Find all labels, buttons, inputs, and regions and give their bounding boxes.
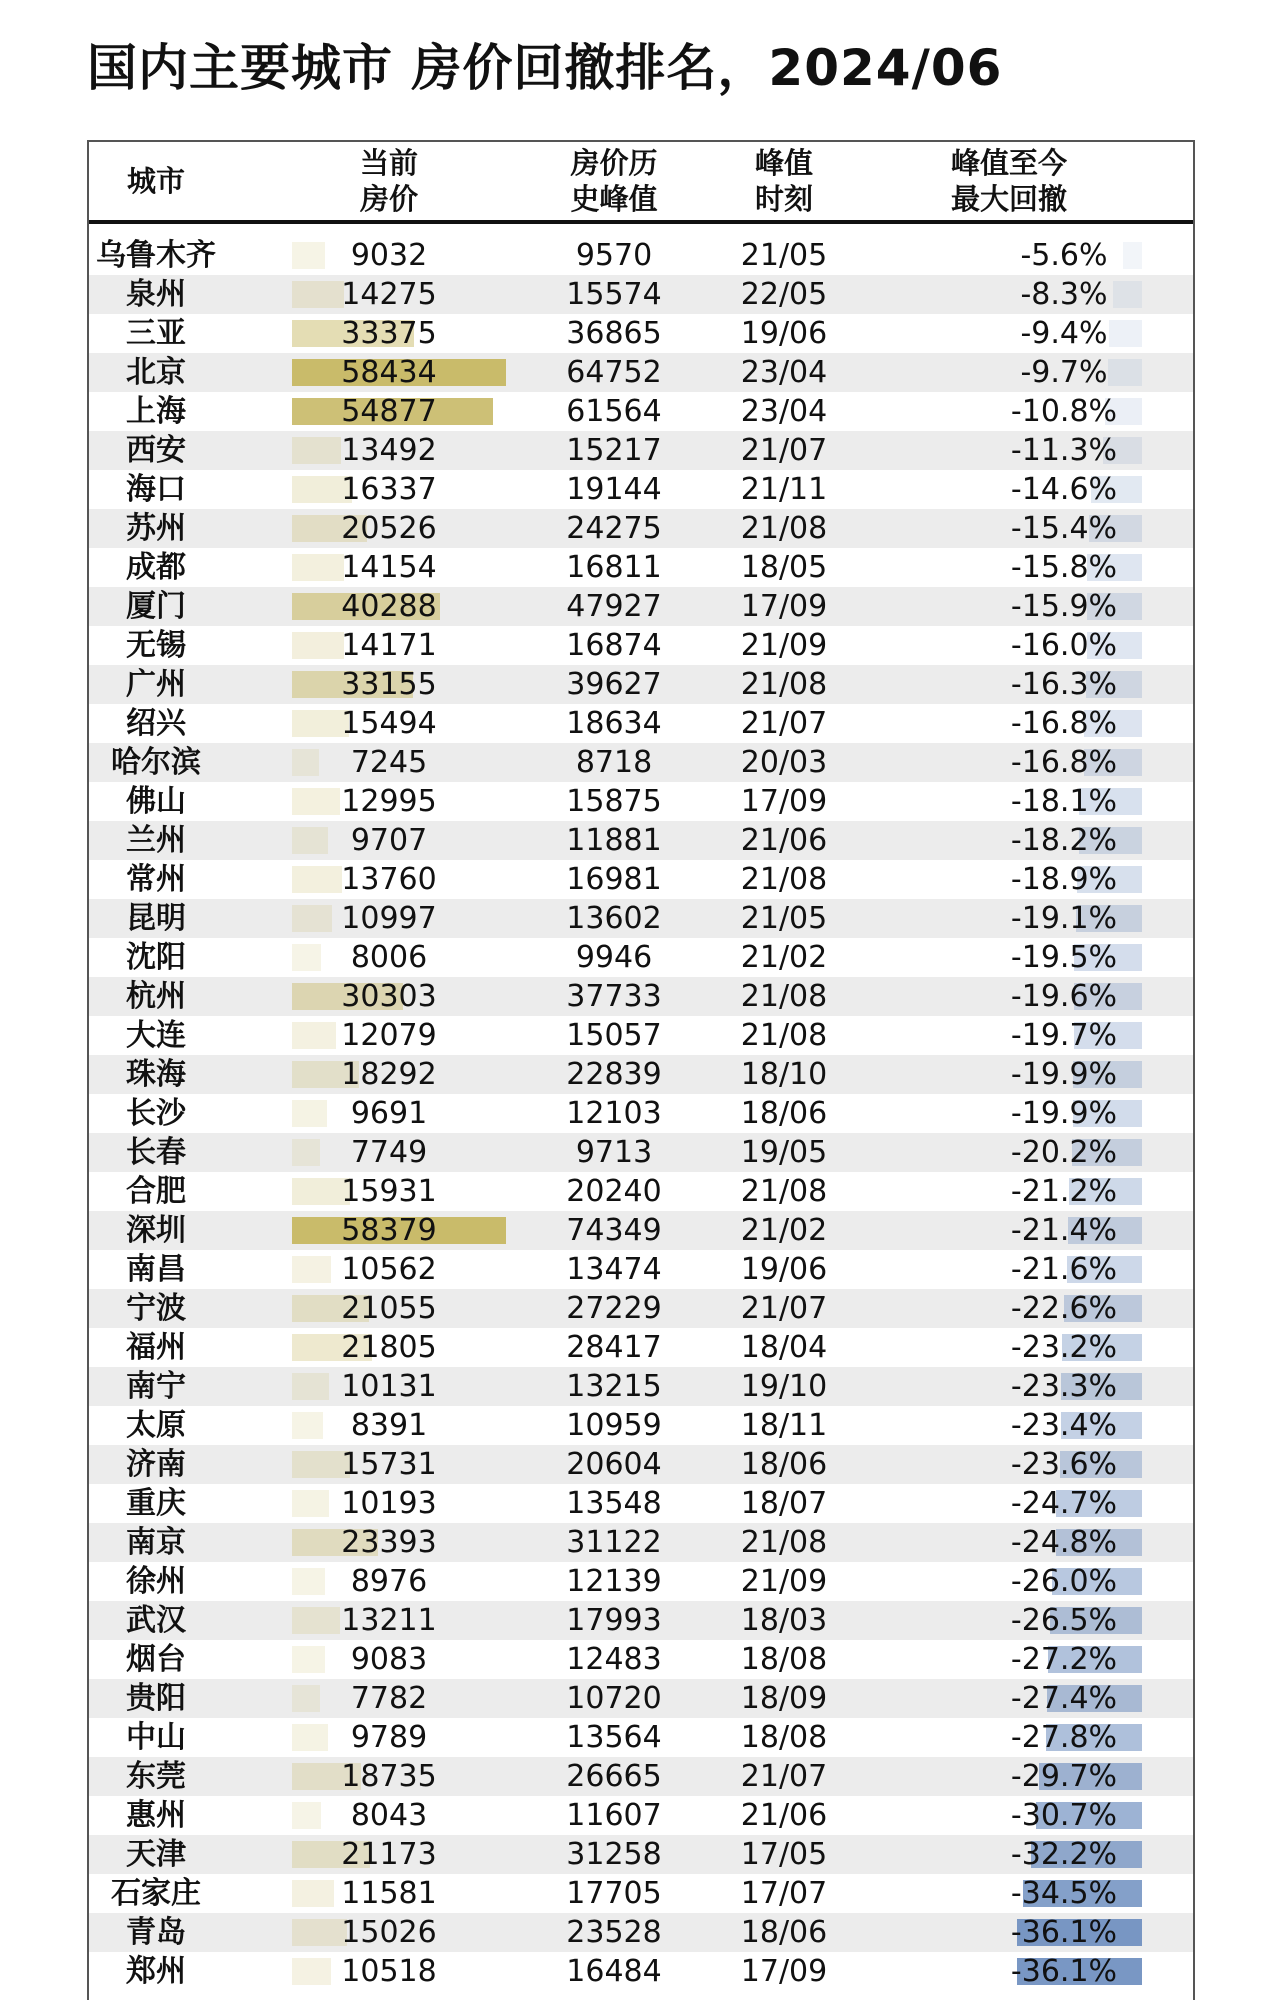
current-price: 8391 [350, 1408, 428, 1443]
current-price: 12079 [341, 1018, 437, 1053]
max-drawdown: -32.2% [1010, 1837, 1118, 1872]
historical-peak: 74349 [566, 1213, 662, 1248]
historical-peak: 13602 [566, 901, 662, 936]
table-row [89, 1913, 1193, 1952]
current-price: 14154 [341, 550, 437, 585]
header-city: 城市 [126, 164, 185, 198]
table-row [89, 1094, 1193, 1133]
peak-time: 23/04 [740, 394, 828, 429]
max-drawdown: -23.6% [1010, 1447, 1118, 1482]
city-name: 烟台 [126, 1642, 186, 1677]
max-drawdown: -19.5% [1010, 940, 1118, 975]
current-price: 14275 [341, 277, 437, 312]
table-row [89, 1133, 1193, 1172]
peak-time: 18/07 [740, 1486, 828, 1521]
max-drawdown: -19.1% [1010, 901, 1118, 936]
max-drawdown: -26.0% [1010, 1564, 1118, 1599]
current-price: 58434 [341, 355, 437, 390]
historical-peak: 10720 [566, 1681, 662, 1716]
peak-time: 21/08 [740, 979, 828, 1014]
city-name: 佛山 [126, 784, 186, 819]
table-row [89, 1367, 1193, 1406]
historical-peak: 61564 [566, 394, 662, 429]
current-price: 10562 [341, 1252, 437, 1287]
city-name: 绍兴 [126, 706, 186, 741]
max-drawdown: -8.3% [1020, 277, 1108, 312]
historical-peak: 12139 [566, 1564, 662, 1599]
historical-peak: 64752 [566, 355, 662, 390]
max-drawdown: -19.9% [1010, 1057, 1118, 1092]
max-drawdown: -26.5% [1010, 1603, 1118, 1638]
current-price: 8043 [350, 1798, 428, 1833]
price-bar [292, 1139, 320, 1166]
table-row [89, 1601, 1193, 1640]
max-drawdown: -21.4% [1010, 1213, 1118, 1248]
city-name: 东莞 [126, 1759, 186, 1794]
city-name: 中山 [126, 1720, 186, 1755]
table-row [89, 1211, 1193, 1250]
price-bar [292, 944, 321, 971]
historical-peak: 9713 [575, 1135, 653, 1170]
peak-time: 18/10 [740, 1057, 828, 1092]
table-row [89, 743, 1193, 782]
current-price: 54877 [341, 394, 437, 429]
peak-time: 21/08 [740, 667, 828, 702]
current-price: 14171 [341, 628, 437, 663]
max-drawdown: -16.0% [1010, 628, 1118, 663]
table-row [89, 626, 1193, 665]
max-drawdown: -27.4% [1010, 1681, 1118, 1716]
historical-peak: 8718 [575, 745, 653, 780]
historical-peak: 16811 [566, 550, 662, 585]
current-price: 15494 [341, 706, 437, 741]
peak-time: 17/09 [740, 589, 828, 624]
peak-time: 21/08 [740, 1174, 828, 1209]
peak-time: 21/07 [740, 1291, 828, 1326]
table-row [89, 1484, 1193, 1523]
peak-time: 21/07 [740, 706, 828, 741]
table-row [89, 470, 1193, 509]
historical-peak: 9946 [575, 940, 653, 975]
peak-time: 23/04 [740, 355, 828, 390]
current-price: 9691 [350, 1096, 428, 1131]
table-header [89, 142, 1193, 224]
city-name: 郑州 [126, 1954, 186, 1989]
peak-time: 18/11 [740, 1408, 828, 1443]
peak-time: 21/08 [740, 1018, 828, 1053]
table-row [89, 1640, 1193, 1679]
historical-peak: 17993 [566, 1603, 662, 1638]
current-price: 15026 [341, 1915, 437, 1950]
current-price: 23393 [341, 1525, 437, 1560]
peak-time: 18/06 [740, 1096, 828, 1131]
peak-time: 17/09 [740, 1954, 828, 1989]
current-price: 30303 [341, 979, 437, 1014]
header-historical-peak: 房价历 史峰值 [570, 146, 658, 216]
historical-peak: 10959 [566, 1408, 662, 1443]
city-name: 三亚 [126, 316, 186, 351]
peak-time: 21/07 [740, 1759, 828, 1794]
header-peak-time: 峰值 时刻 [754, 146, 813, 216]
historical-peak: 27229 [566, 1291, 662, 1326]
table-row [89, 1172, 1193, 1211]
max-drawdown: -18.2% [1010, 823, 1118, 858]
table-row [89, 1679, 1193, 1718]
current-price: 10131 [341, 1369, 437, 1404]
current-price: 9789 [350, 1720, 428, 1755]
max-drawdown: -10.8% [1010, 394, 1118, 429]
current-price: 21055 [341, 1291, 437, 1326]
peak-time: 18/04 [740, 1330, 828, 1365]
current-price: 15931 [341, 1174, 437, 1209]
city-name: 徐州 [126, 1564, 186, 1599]
historical-peak: 37733 [566, 979, 662, 1014]
city-name: 北京 [126, 355, 186, 390]
price-bar [292, 1685, 320, 1712]
historical-peak: 16981 [566, 862, 662, 897]
table-row [89, 587, 1193, 626]
table-row [89, 1250, 1193, 1289]
current-price: 13492 [341, 433, 437, 468]
max-drawdown: -14.6% [1010, 472, 1118, 507]
max-drawdown: -18.1% [1010, 784, 1118, 819]
max-drawdown: -29.7% [1010, 1759, 1118, 1794]
peak-time: 17/09 [740, 784, 828, 819]
peak-time: 18/03 [740, 1603, 828, 1638]
city-name: 乌鲁木齐 [96, 238, 216, 273]
table-row [89, 860, 1193, 899]
current-price: 7245 [350, 745, 428, 780]
page-title: 国内主要城市 房价回撤排名，2024/06 [87, 39, 1003, 97]
historical-peak: 13215 [566, 1369, 662, 1404]
max-drawdown: -19.9% [1010, 1096, 1118, 1131]
peak-time: 21/08 [740, 511, 828, 546]
historical-peak: 16874 [566, 628, 662, 663]
historical-peak: 15875 [566, 784, 662, 819]
city-name: 上海 [126, 394, 186, 429]
max-drawdown: -15.9% [1010, 589, 1118, 624]
current-price: 10997 [341, 901, 437, 936]
historical-peak: 15574 [566, 277, 662, 312]
current-price: 9083 [350, 1642, 428, 1677]
city-name: 昆明 [126, 901, 186, 936]
city-name: 宁波 [126, 1291, 186, 1326]
max-drawdown: -34.5% [1010, 1876, 1118, 1911]
current-price: 7782 [350, 1681, 428, 1716]
current-price: 21805 [341, 1330, 437, 1365]
city-name: 苏州 [126, 511, 186, 546]
table-row [89, 938, 1193, 977]
table-row [89, 1874, 1193, 1913]
peak-time: 21/06 [740, 1798, 828, 1833]
current-price: 20526 [341, 511, 437, 546]
city-name: 福州 [126, 1330, 186, 1365]
current-price: 33155 [341, 667, 437, 702]
historical-peak: 13548 [566, 1486, 662, 1521]
current-price: 9707 [350, 823, 428, 858]
peak-time: 21/05 [740, 901, 828, 936]
max-drawdown: -36.1% [1010, 1915, 1118, 1950]
peak-time: 21/05 [740, 238, 828, 273]
max-drawdown: -30.7% [1010, 1798, 1118, 1833]
current-price: 8976 [350, 1564, 428, 1599]
header-max-drawdown: 峰值至今 最大回撤 [950, 146, 1067, 216]
peak-time: 18/08 [740, 1720, 828, 1755]
peak-time: 21/06 [740, 823, 828, 858]
table-row [89, 1562, 1193, 1601]
historical-peak: 9570 [575, 238, 653, 273]
max-drawdown: -20.2% [1010, 1135, 1118, 1170]
current-price: 11581 [341, 1876, 437, 1911]
historical-peak: 28417 [566, 1330, 662, 1365]
max-drawdown: -27.2% [1010, 1642, 1118, 1677]
current-price: 33375 [341, 316, 437, 351]
table-row [89, 1406, 1193, 1445]
historical-peak: 15217 [566, 433, 662, 468]
max-drawdown: -21.2% [1010, 1174, 1118, 1209]
peak-time: 18/06 [740, 1447, 828, 1482]
city-name: 沈阳 [126, 940, 186, 975]
max-drawdown: -16.8% [1010, 706, 1118, 741]
city-name: 重庆 [126, 1486, 186, 1521]
city-name: 杭州 [126, 979, 186, 1014]
table-row [89, 1016, 1193, 1055]
peak-time: 18/08 [740, 1642, 828, 1677]
city-name: 大连 [126, 1018, 186, 1053]
historical-peak: 36865 [566, 316, 662, 351]
max-drawdown: -27.8% [1010, 1720, 1118, 1755]
table-row [89, 1523, 1193, 1562]
table-row [89, 314, 1193, 353]
table-row [89, 548, 1193, 587]
historical-peak: 12483 [566, 1642, 662, 1677]
peak-time: 21/07 [740, 433, 828, 468]
current-price: 18735 [341, 1759, 437, 1794]
peak-time: 21/09 [740, 628, 828, 663]
historical-peak: 19144 [566, 472, 662, 507]
city-name: 南京 [126, 1525, 186, 1560]
max-drawdown: -22.6% [1010, 1291, 1118, 1326]
peak-time: 21/08 [740, 862, 828, 897]
peak-time: 17/07 [740, 1876, 828, 1911]
table-row [89, 1835, 1193, 1874]
table-row [89, 899, 1193, 938]
historical-peak: 17705 [566, 1876, 662, 1911]
max-drawdown: -9.7% [1020, 355, 1108, 390]
peak-time: 19/06 [740, 1252, 828, 1287]
table-row [89, 392, 1193, 431]
ranking-table [87, 140, 1195, 2000]
table-row [89, 1952, 1193, 1991]
peak-time: 21/08 [740, 1525, 828, 1560]
historical-peak: 20240 [566, 1174, 662, 1209]
city-name: 泉州 [126, 277, 186, 312]
table-row [89, 1796, 1193, 1835]
max-drawdown: -23.3% [1010, 1369, 1118, 1404]
historical-peak: 13564 [566, 1720, 662, 1755]
current-price: 18292 [341, 1057, 437, 1092]
max-drawdown: -16.3% [1010, 667, 1118, 702]
historical-peak: 16484 [566, 1954, 662, 1989]
max-drawdown: -23.2% [1010, 1330, 1118, 1365]
city-name: 武汉 [126, 1603, 186, 1638]
current-price: 7749 [350, 1135, 428, 1170]
city-name: 海口 [126, 472, 186, 507]
current-price: 10518 [341, 1954, 437, 1989]
historical-peak: 11607 [566, 1798, 662, 1833]
city-name: 哈尔滨 [111, 745, 201, 780]
max-drawdown: -5.6% [1020, 238, 1108, 273]
table-row [89, 1445, 1193, 1484]
peak-time: 19/10 [740, 1369, 828, 1404]
historical-peak: 22839 [566, 1057, 662, 1092]
city-name: 常州 [126, 862, 186, 897]
current-price: 12995 [341, 784, 437, 819]
peak-time: 21/09 [740, 1564, 828, 1599]
current-price: 10193 [341, 1486, 437, 1521]
historical-peak: 12103 [566, 1096, 662, 1131]
max-drawdown: -24.7% [1010, 1486, 1118, 1521]
price-bar [292, 1802, 321, 1829]
peak-time: 22/05 [740, 277, 828, 312]
peak-time: 21/02 [740, 1213, 828, 1248]
current-price: 40288 [341, 589, 437, 624]
current-price: 9032 [350, 238, 428, 273]
price-bar [292, 749, 319, 776]
table-row [89, 1718, 1193, 1757]
city-name: 珠海 [126, 1057, 186, 1092]
max-drawdown: -9.4% [1020, 316, 1108, 351]
table-row [89, 509, 1193, 548]
peak-time: 18/09 [740, 1681, 828, 1716]
table-row [89, 353, 1193, 392]
table-row [89, 275, 1193, 314]
max-drawdown: -21.6% [1010, 1252, 1118, 1287]
peak-time: 19/05 [740, 1135, 828, 1170]
historical-peak: 15057 [566, 1018, 662, 1053]
city-name: 青岛 [126, 1915, 186, 1950]
historical-peak: 23528 [566, 1915, 662, 1950]
table-row [89, 1055, 1193, 1094]
historical-peak: 20604 [566, 1447, 662, 1482]
table-row [89, 1757, 1193, 1796]
city-name: 太原 [126, 1408, 186, 1443]
table-row [89, 1289, 1193, 1328]
city-name: 兰州 [126, 823, 186, 858]
table-row [89, 665, 1193, 704]
city-name: 长春 [126, 1135, 186, 1170]
table-row [89, 431, 1193, 470]
peak-time: 21/02 [740, 940, 828, 975]
current-price: 13760 [341, 862, 437, 897]
current-price: 15731 [341, 1447, 437, 1482]
table-row [89, 782, 1193, 821]
peak-time: 18/05 [740, 550, 828, 585]
historical-peak: 24275 [566, 511, 662, 546]
city-name: 西安 [126, 433, 186, 468]
current-price: 16337 [341, 472, 437, 507]
current-price: 13211 [341, 1603, 437, 1638]
historical-peak: 31122 [566, 1525, 662, 1560]
city-name: 石家庄 [111, 1876, 201, 1911]
table-row [89, 821, 1193, 860]
max-drawdown: -23.4% [1010, 1408, 1118, 1443]
table-row [89, 1328, 1193, 1367]
table-row [89, 977, 1193, 1016]
peak-time: 20/03 [740, 745, 828, 780]
city-name: 南宁 [126, 1369, 186, 1404]
city-name: 贵阳 [126, 1681, 186, 1716]
header-current-price: 当前 房价 [359, 146, 418, 216]
city-name: 济南 [126, 1447, 186, 1482]
peak-time: 17/05 [740, 1837, 828, 1872]
city-name: 深圳 [126, 1213, 186, 1248]
city-name: 无锡 [126, 628, 186, 663]
current-price: 21173 [341, 1837, 437, 1872]
historical-peak: 11881 [566, 823, 662, 858]
max-drawdown: -36.1% [1010, 1954, 1118, 1989]
city-name: 南昌 [126, 1252, 186, 1287]
historical-peak: 18634 [566, 706, 662, 741]
max-drawdown: -15.4% [1010, 511, 1118, 546]
city-name: 惠州 [126, 1798, 186, 1833]
max-drawdown: -19.6% [1010, 979, 1118, 1014]
historical-peak: 47927 [566, 589, 662, 624]
city-name: 长沙 [126, 1096, 186, 1131]
peak-time: 21/11 [740, 472, 828, 507]
city-name: 广州 [126, 667, 186, 702]
max-drawdown: -11.3% [1010, 433, 1118, 468]
peak-time: 18/06 [740, 1915, 828, 1950]
peak-time: 19/06 [740, 316, 828, 351]
city-name: 厦门 [126, 589, 186, 624]
max-drawdown: -24.8% [1010, 1525, 1118, 1560]
historical-peak: 39627 [566, 667, 662, 702]
current-price: 8006 [350, 940, 428, 975]
current-price: 58379 [341, 1213, 437, 1248]
max-drawdown: -16.8% [1010, 745, 1118, 780]
historical-peak: 31258 [566, 1837, 662, 1872]
max-drawdown: -19.7% [1010, 1018, 1118, 1053]
city-name: 合肥 [126, 1174, 186, 1209]
city-name: 成都 [126, 550, 186, 585]
city-name: 天津 [126, 1837, 186, 1872]
max-drawdown: -18.9% [1010, 862, 1118, 897]
table-row [89, 236, 1193, 275]
max-drawdown: -15.8% [1010, 550, 1118, 585]
table-row [89, 704, 1193, 743]
historical-peak: 26665 [566, 1759, 662, 1794]
historical-peak: 13474 [566, 1252, 662, 1287]
